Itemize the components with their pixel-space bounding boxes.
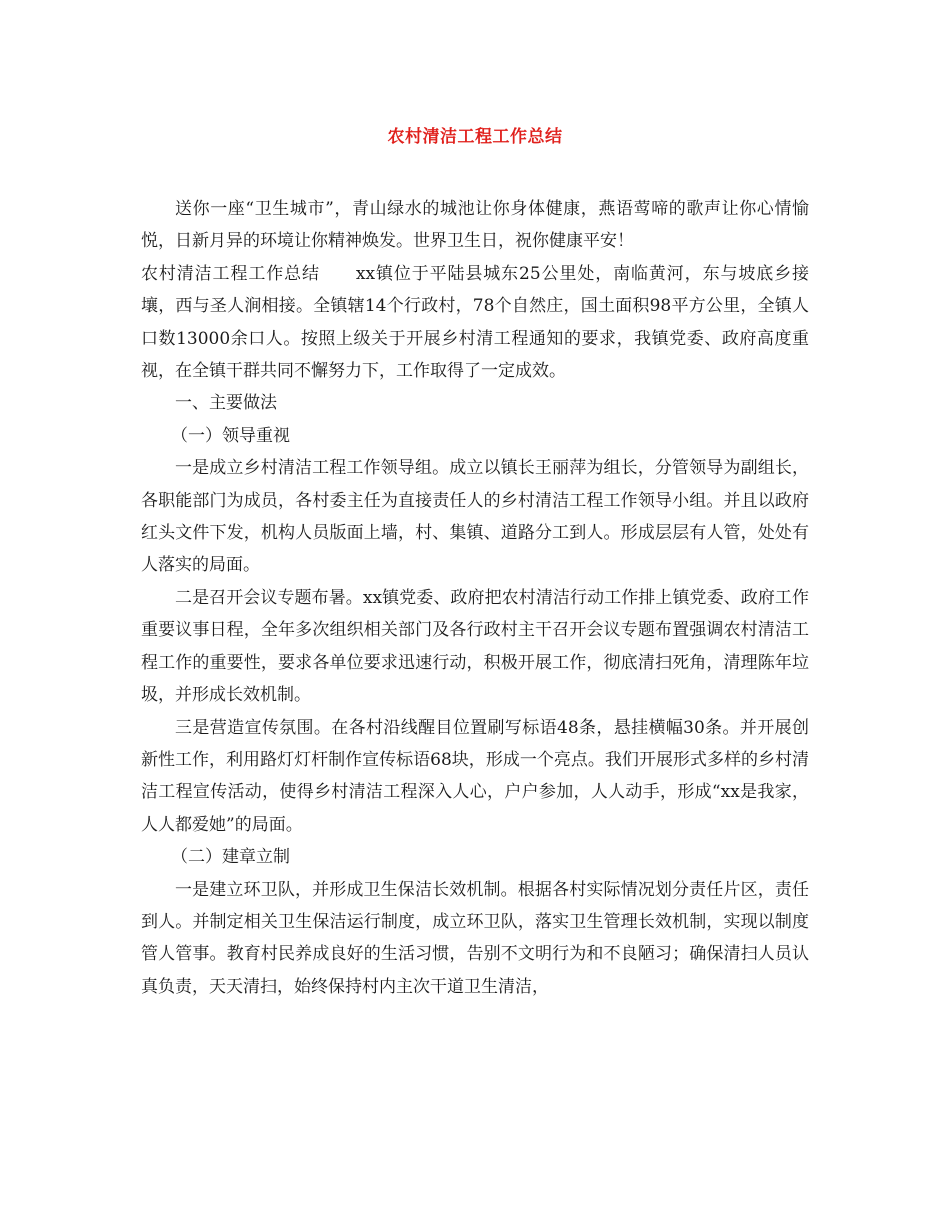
inline-heading: 农村清洁工程工作总结 xyxy=(141,263,320,284)
document-body xyxy=(141,193,809,1003)
paragraph-meetings: 二是召开会议专题布暑。xx镇党委、政府把农村清洁行动工作排上镇党委、政府工作重要议事日程，全年多次组织相关部门及各行政村主干召开会议专题布置强调农村清洁工程工作的重要性，要求各单位要求迅速行动，积极开展工作，彻底清扫死角，清理陈年垃圾，并形成长效机制。 xyxy=(141,587,809,706)
document-title: 农村清洁工程工作总结 xyxy=(387,127,563,147)
section-heading-main-methods: 一、主要做法 xyxy=(175,393,277,414)
subsection-heading-rules: （二）建章立制 xyxy=(171,847,290,868)
paragraph-greeting: 送你一座“卫生城市”，青山绿水的城池让你身体健康，燕语莺啼的歌声让你心情愉悦，日新月异的环境让你精神焕发。世界卫生日，祝你健康平安！ xyxy=(141,199,809,252)
paragraph-publicity: 三是营造宣传氛围。在各村沿线醒目位置刷写标语48条，悬挂横幅30条。并开展创新性工作，利用路灯灯杆制作宣传标语68块，形成一个亮点。我们开展形式多样的乡村清洁工程宣传活动，使得乡村清洁工程深入人心，户户参加，人人动手，形成“xx是我家，人人都爱她”的局面。 xyxy=(141,717,809,835)
subsection-heading-leadership: （一）领导重视 xyxy=(171,425,290,446)
intro-text: xx镇位于平陆县城东25公里处，南临黄河，东与坡底乡接壤，西与圣人涧相接。全镇辖14个行政村，78个自然庄，国土面积98平方公里，全镇人口数13000余口人。按照上级关于开展乡村清工程通知的要求，我镇党委、政府高度重视，在全镇干群共同不懈努力下，工作取得了一定成效。 xyxy=(141,263,810,382)
paragraph-sanitation-team: 一是建立环卫队，并形成卫生保洁长效机制。根据各村实际情况划分责任片区，责任到人。并制定相关卫生保洁运行制度，成立环卫队，落实卫生管理长效机制，实现以制度管人管事。教育村民养成良好的生活习惯，告别不文明行为和不良陋习；确保清扫人员认真负责，天天清扫，始终保持村内主次干道卫生清洁， xyxy=(141,879,809,997)
paragraph-intro xyxy=(141,258,809,388)
paragraph-leading-group: 一是成立乡村清洁工程工作领导组。成立以镇长王丽萍为组长，分管领导为副组长，各职能部门为成员，各村委主任为直接责任人的乡村清洁工程工作领导小组。并且以政府红头文件下发，机构人员版面上墙，村、集镇、道路分工到人。形成层层有人管，处处有人落实的局面。 xyxy=(141,458,809,576)
